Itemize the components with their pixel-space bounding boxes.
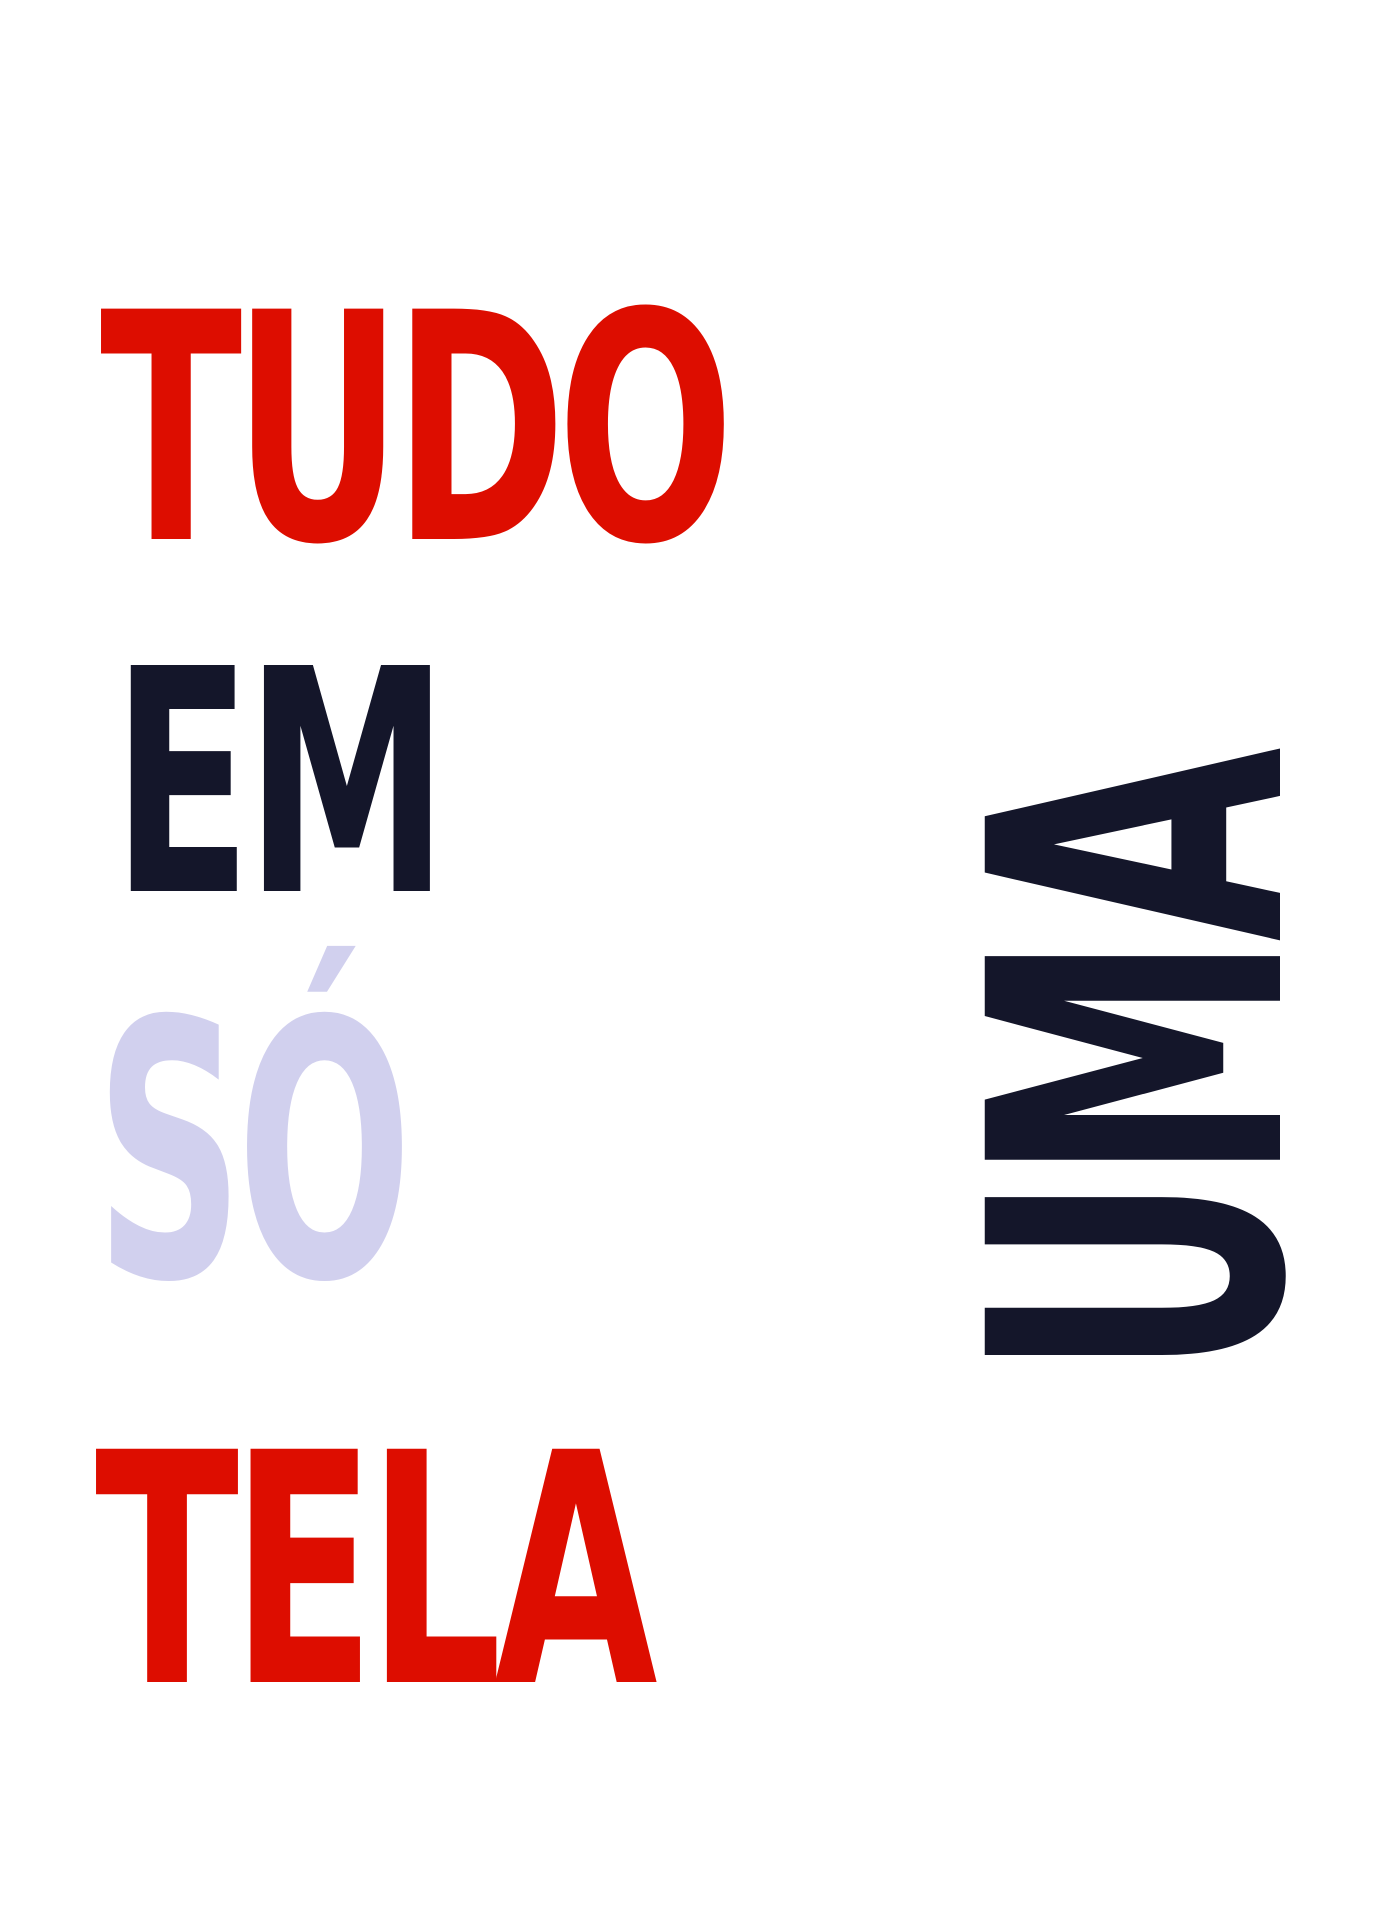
word-tudo: TUDO <box>100 246 726 614</box>
word-so: SÓ <box>95 946 406 1360</box>
vertical-word-container <box>578 618 1376 1378</box>
word-uma: UMA <box>904 755 1376 1378</box>
word-tela: TELA <box>95 1386 650 1758</box>
word-em: EM <box>112 604 443 965</box>
